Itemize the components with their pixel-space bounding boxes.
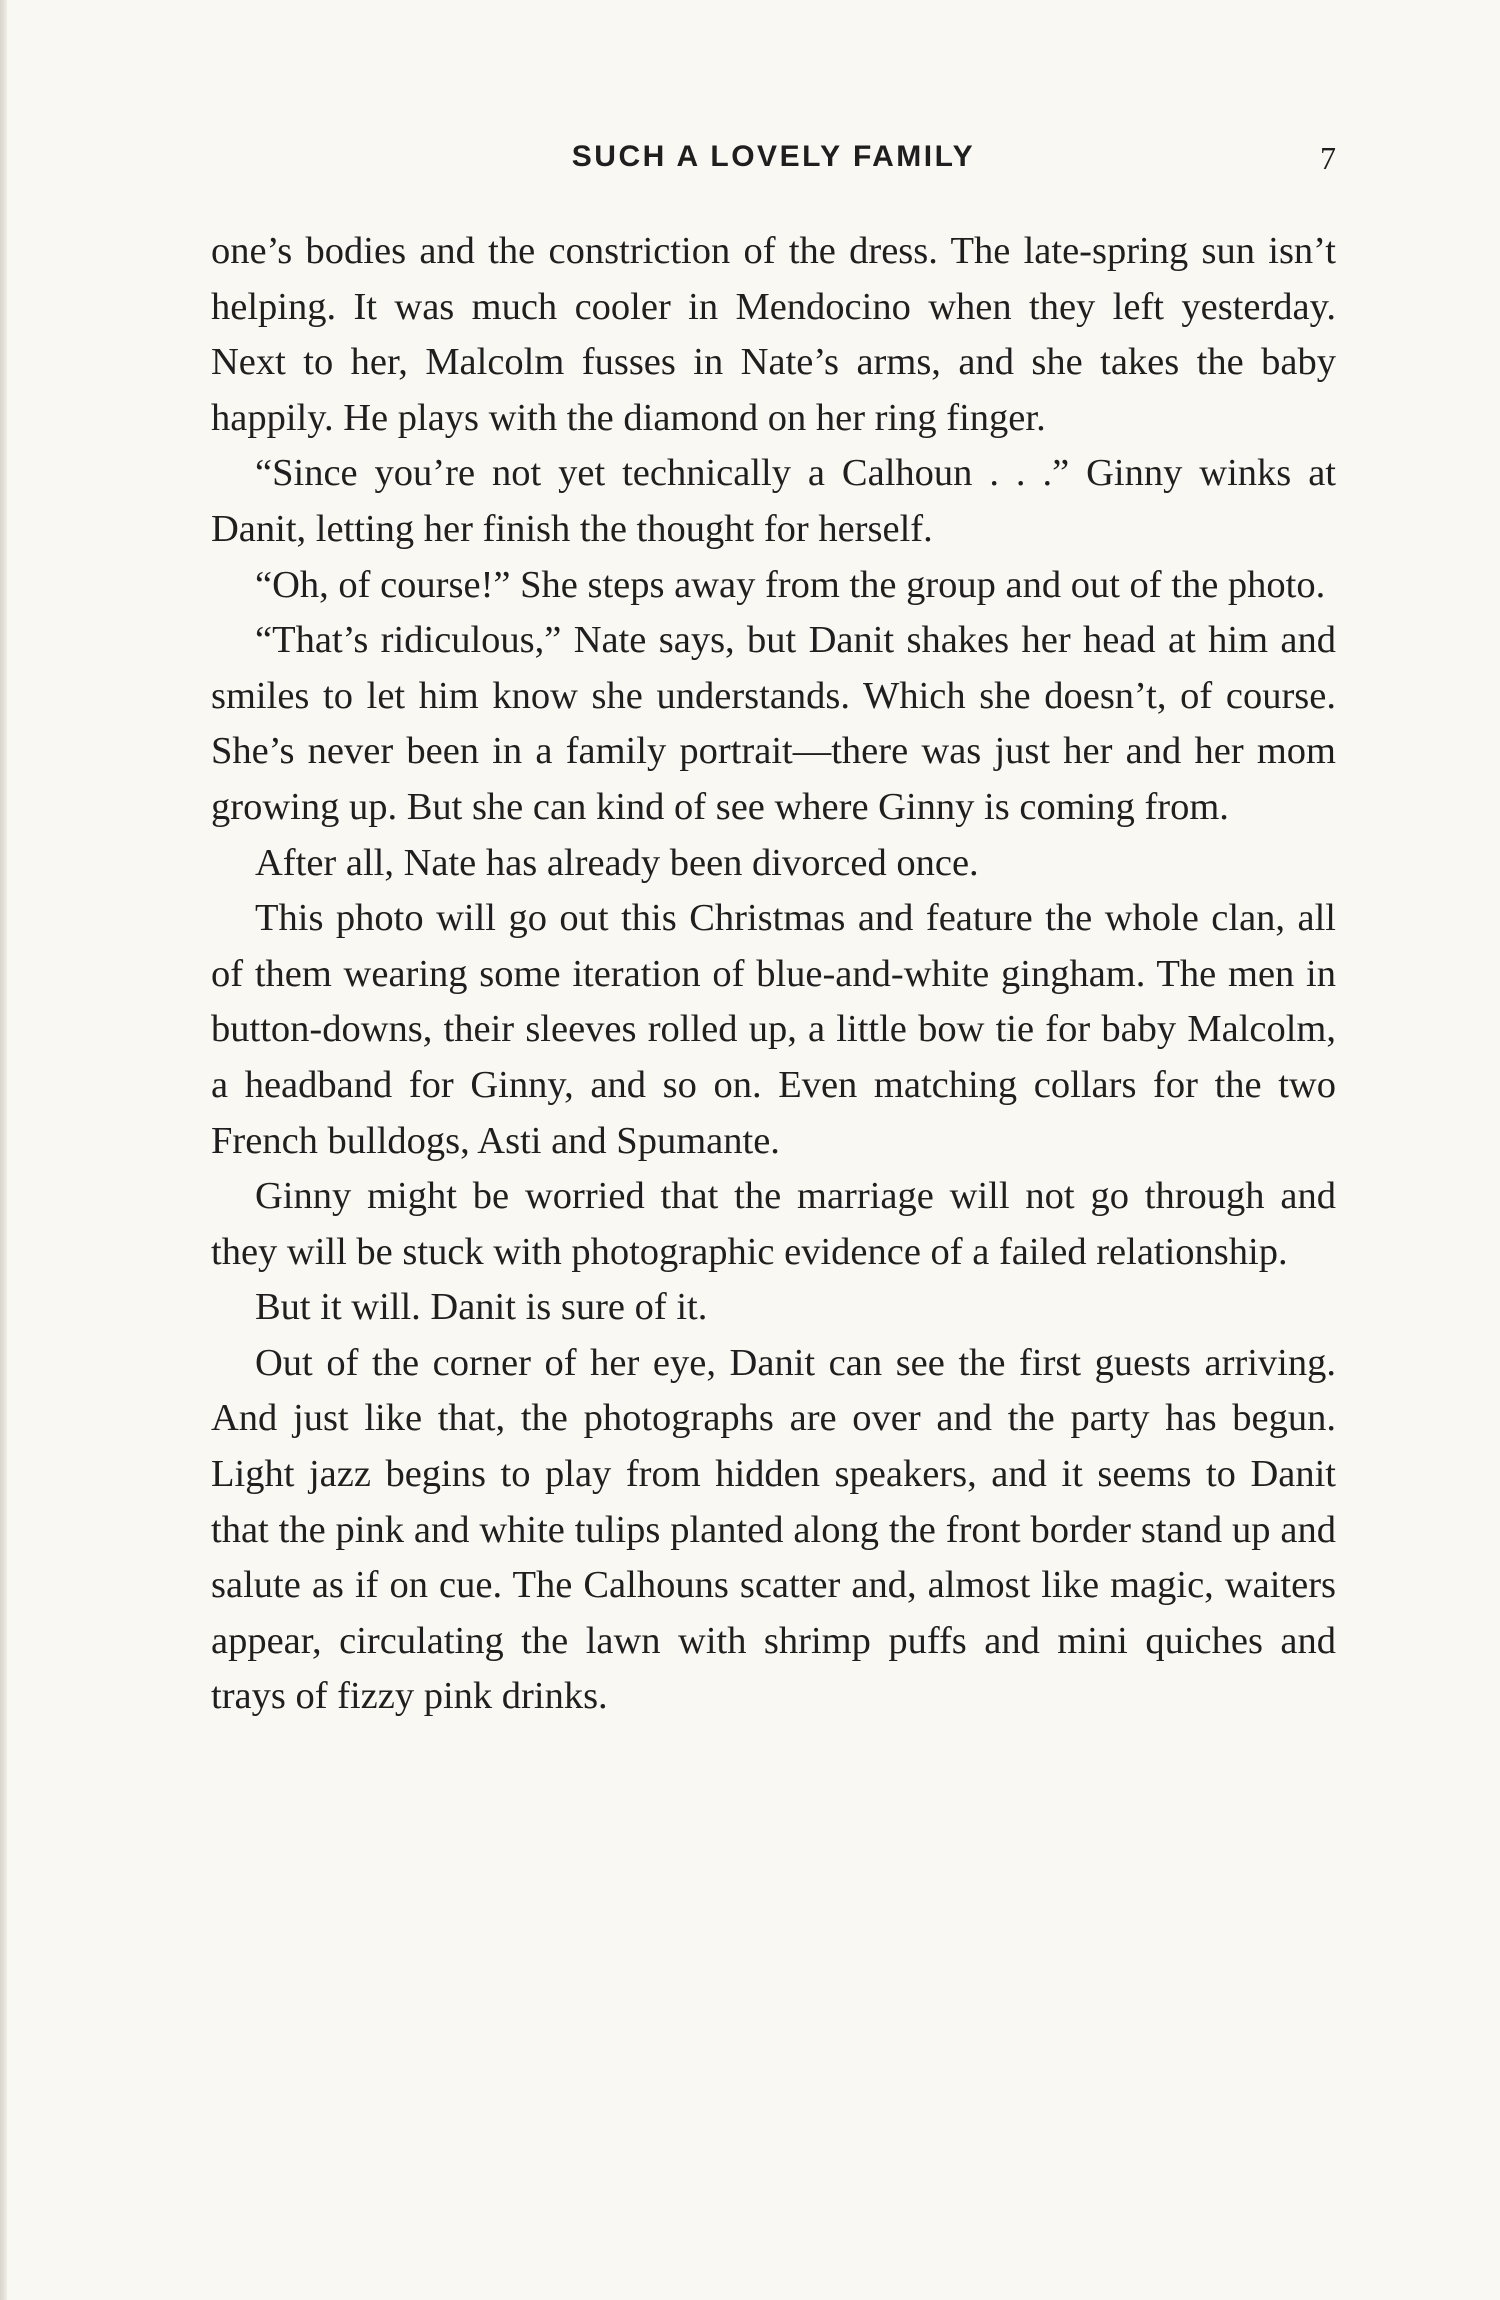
body-text [211, 224, 1336, 1725]
paragraph: After all, Nate has already been divorced once. [255, 841, 979, 884]
page-number: 7 [1320, 140, 1336, 176]
running-header [211, 140, 1336, 180]
running-title: SUCH A LOVELY FAMILY [571, 140, 976, 173]
paragraph: “Since you’re not yet technically a Calhoun . . .” Ginny winks at Danit, letting her finish the thought for herself. [211, 452, 1336, 550]
paragraph: But it will. Danit is sure of it. [255, 1286, 708, 1329]
paragraph: Out of the corner of her eye, Danit can see the first guests arriving. And just like that, the photographs are over and the party has begun. Light jazz begins to play from hidden speakers, and it seems to Danit that the pink and white tulips planted along the front border stand up and salute as if on cue. The Calhouns scatter and, almost like magic, waiters appear, circulating the lawn with shrimp puffs and mini quiches and trays of fizzy pink drinks. [211, 1341, 1336, 1718]
paragraph: “Oh, of course!” She steps away from the group and out of the photo. [255, 563, 1326, 606]
paragraph: This photo will go out this Christmas and feature the whole clan, all of them wearing some iteration of blue-and-white gingham. The men in button-downs, their sleeves rolled up, a little bow tie for baby Malcolm, a headband for Ginny, and so on. Even matching collars for the two French bulldogs, Asti and Spumante. [211, 897, 1336, 1162]
paragraph: Ginny might be worried that the marriage will not go through and they will be stuck with photographic evidence of a failed relationship. [211, 1175, 1336, 1273]
paragraph: one’s bodies and the constriction of the dress. The late-spring sun isn’t helping. It was much cooler in Mendocino when they left yesterday. Next to her, Malcolm fusses in Nate’s arms, and she takes the baby happily. He plays with the diamond on her ring finger. [211, 230, 1336, 439]
paragraph: “That’s ridiculous,” Nate says, but Danit shakes her head at him and smiles to let him know she understands. Which she doesn’t, of course. She’s never been in a family portrait—there was just her and her mom growing up. But she can kind of see where Ginny is coming from. [211, 619, 1336, 828]
